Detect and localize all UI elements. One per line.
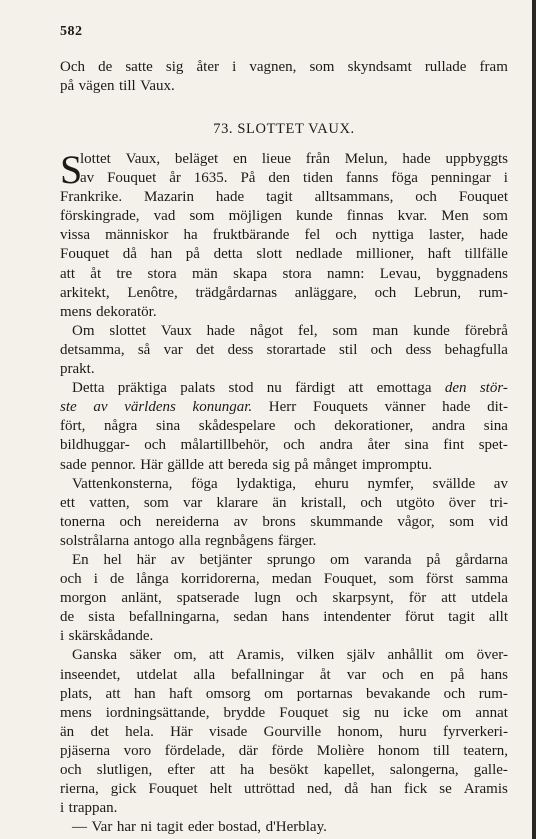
text-line: och slutligen, efter att ha besökt kapellet, salongerna, galle- [60,762,508,778]
text-line: rierna, gick Fouquet helt uttröttad ned, då han fick se Aramis [60,781,508,798]
text-line: mens iordningsättande, brydde Fouquet sig nu icke om annat [60,704,508,721]
text-line: av Fouquet år 1635. På den tiden fanns föga penningar i [80,170,508,187]
text-line: solstrålarna antogo alla regnbågens färger. [60,532,317,549]
text-line: ett vatten, som var klarare än kristall, och utgöto över tri- [60,494,508,511]
text-line: på vägen till Vaux. [60,78,175,95]
text-line: fört, några sina skådespelare och dekorationer, andra sina [60,418,508,435]
text-line: prakt. [60,361,95,378]
text-line: Fouquet då han på detta slott nedlade millioner, haft tillfälle [60,246,508,263]
text-line: sade pennor. Här gällde att bereda sig på månget impromptu. [60,456,433,473]
text-line: Och de satte sig åter i vagnen, som skyndsamt rullade fram [60,59,508,75]
page-edge-rule [532,0,536,839]
text-line: Ganska säker om, att Aramis, vilken själv anhållit om över- [72,647,508,664]
text-line: i trappan. [60,800,118,817]
text-line: i skärskådande. [60,628,154,645]
text-line: de sista befallningarna, sedan hans intendenter förut tagit allt [60,609,508,626]
text-line: En hel här av betjänter sprungo om varanda på gårdarna [72,551,508,568]
text-line: Frankrike. Mazarin hade tagit alltsammans, och Fouquet [60,189,508,206]
drop-cap: S [60,147,83,192]
text-line: pjäserna voro fördelade, där förde Molière honom till teatern, [60,742,508,759]
text-line: vissa människor ha fruktbärande fel och nyttiga laster, hade [60,227,508,244]
text-line: förskingrade, vad som möjligen kunde finnas kvar. Men som [60,208,508,225]
text-line: och i de långa korridorerna, medan Fouquet, som först samma [60,571,508,588]
text-line: detsamma, så var det dess storartade stil och dess behagfulla [60,341,508,358]
text-line: — Var har ni tagit eder bostad, d'Herblay. [72,819,327,836]
intro-paragraph [60,58,508,96]
page-number: 582 [60,24,83,39]
text-line: än det hela. Här visade Gourville honom, huru fyrverkeri- [60,723,508,740]
text-line: lottet Vaux, beläget en lieue från Melun, hade uppbyggts [80,151,508,167]
text-line: inseendet, utdelat alla befallningar åt var och en på hans [60,666,508,683]
text-line: plats, att han haft omsorg om portarnas bevakande och rum- [60,685,508,702]
text-line: bildhuggar- och målartillbehör, och andra åter sina fint spet- [60,437,508,454]
text-line: tonerna och nereiderna av brons skummande vågor, som vid [60,513,508,530]
text-line: arkitekt, Lenôtre, trädgårdarnas anläggare, och Lebrun, rum- [60,284,508,301]
text-line: Vattenkonsterna, föga lydaktiga, ehuru nymfer, svällde av [72,475,508,492]
text-line: att åt tre stora män skapa stora namn: Levau, byggnadens [60,265,508,282]
text-line: morgon anlänt, spatserade lugn och skarpsynt, för att utdela [60,590,508,607]
text-line: Detta präktiga palats stod nu färdigt att emottaga den stör- [72,380,508,397]
chapter-heading: 73. SLOTTET VAUX. [213,121,355,137]
chapter-body [60,147,508,837]
text-line: mens dekoratör. [60,303,157,320]
text-line: Om slottet Vaux hade något fel, som man kunde förebrå [72,322,508,339]
text-line: ste av världens konungar. Herr Fouquets vänner hade dit- [60,399,508,416]
